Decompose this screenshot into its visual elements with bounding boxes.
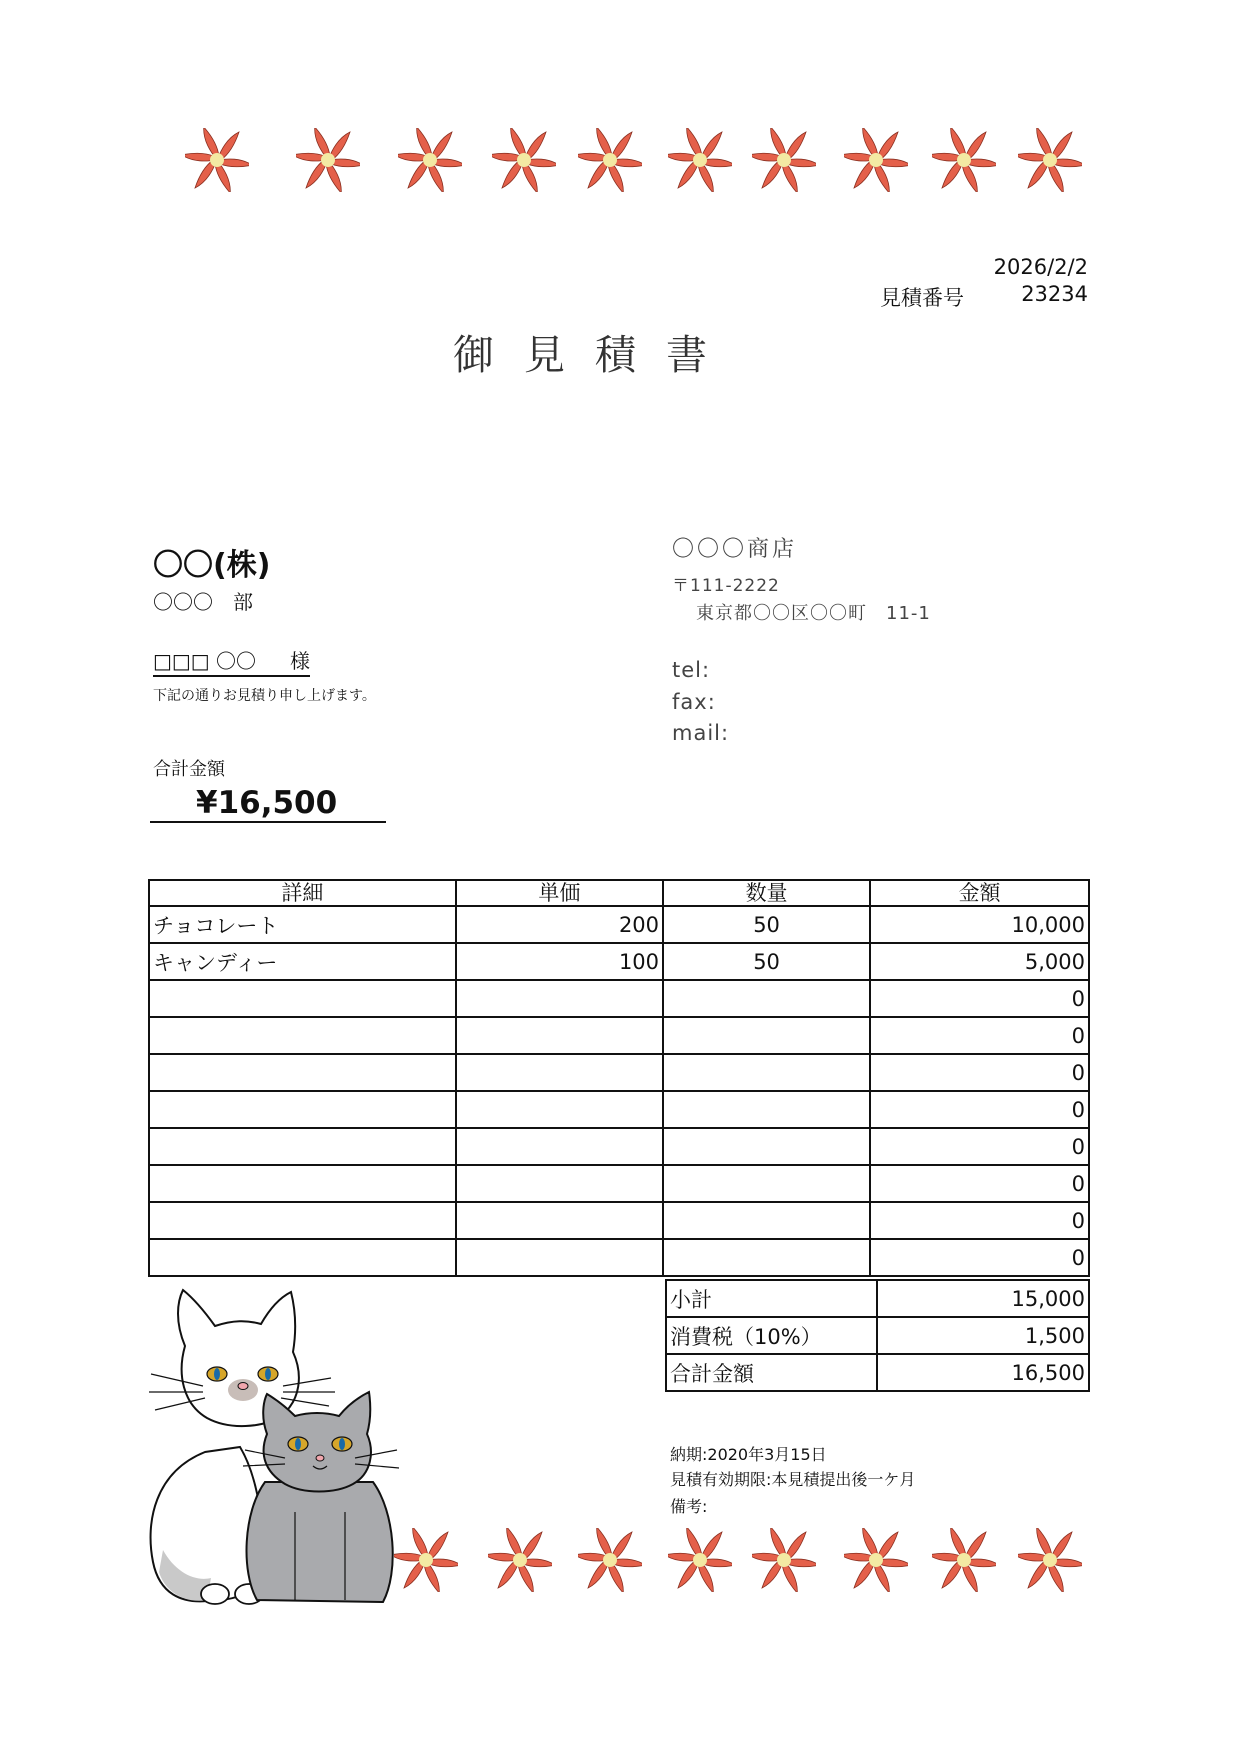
column-header-quantity: 数量 (663, 880, 870, 906)
cell-amount: 0 (870, 1017, 1089, 1054)
flower-icon (492, 128, 556, 192)
tax-label: 消費税（10%） (666, 1317, 877, 1354)
cell-unit-price (456, 980, 663, 1017)
tax-value: 1,500 (877, 1317, 1089, 1354)
client-honorific: 様 (290, 649, 311, 673)
cell-unit-price (456, 1054, 663, 1091)
table-row (149, 943, 1089, 980)
quote-number-label: 見積番号 (880, 286, 964, 310)
total-label: 合計金額 (153, 759, 225, 780)
flower-icon (932, 1528, 996, 1592)
cell-amount: 0 (870, 1091, 1089, 1128)
summary-row-tax (666, 1317, 1089, 1354)
shop-postal-code: 〒111-2222 (672, 576, 780, 596)
cell-unit-price (456, 1128, 663, 1165)
shop-address: 東京都〇〇区〇〇町 11-1 (696, 603, 931, 624)
cell-detail: チョコレート (149, 906, 456, 943)
client-company: 〇〇(株) (153, 548, 271, 583)
table-row (149, 1239, 1089, 1276)
column-header-unit-price: 単価 (456, 880, 663, 906)
cell-detail (149, 1054, 456, 1091)
flower-icon (668, 128, 732, 192)
cell-detail (149, 1091, 456, 1128)
flower-icon (844, 128, 908, 192)
cell-detail: キャンディー (149, 943, 456, 980)
cell-amount: 0 (870, 1239, 1089, 1276)
cell-quantity (663, 1054, 870, 1091)
table-row (149, 906, 1089, 943)
subtotal-value: 15,000 (877, 1280, 1089, 1317)
client-person-name: □□□ 〇〇 (153, 649, 257, 673)
cell-amount: 0 (870, 1054, 1089, 1091)
column-header-amount: 金額 (870, 880, 1089, 906)
cell-detail (149, 1239, 456, 1276)
flower-icon (932, 128, 996, 192)
shop-fax: fax: (672, 690, 716, 714)
flower-icon (488, 1528, 552, 1592)
cell-unit-price: 100 (456, 943, 663, 980)
table-row (149, 1054, 1089, 1091)
document-title: 御見積書 (453, 331, 737, 379)
client-department: 〇〇〇 部 (153, 590, 253, 614)
cell-quantity (663, 1091, 870, 1128)
table-row (149, 1091, 1089, 1128)
flower-icon (668, 1528, 732, 1592)
flower-icon (578, 128, 642, 192)
table-row (149, 1202, 1089, 1239)
cell-quantity (663, 1017, 870, 1054)
cell-unit-price (456, 1202, 663, 1239)
flower-icon (296, 128, 360, 192)
flower-icon (752, 1528, 816, 1592)
cell-amount: 0 (870, 1128, 1089, 1165)
summary-table (665, 1279, 1090, 1392)
cell-amount: 5,000 (870, 943, 1089, 980)
table-row (149, 1128, 1089, 1165)
cell-unit-price (456, 1239, 663, 1276)
cell-detail (149, 980, 456, 1017)
cell-detail (149, 1165, 456, 1202)
gray-cat (243, 1392, 399, 1602)
quote-validity: 見積有効期限:本見積提出後一ケ月 (670, 1470, 916, 1489)
cell-quantity (663, 1165, 870, 1202)
intro-text: 下記の通りお見積り申し上げます。 (153, 688, 376, 704)
quote-number: 23234 (1021, 282, 1088, 306)
flower-icon (398, 128, 462, 192)
summary-row-subtotal (666, 1280, 1089, 1317)
flower-icon (844, 1528, 908, 1592)
cell-unit-price (456, 1165, 663, 1202)
flower-icon (1018, 128, 1082, 192)
total-amount: ¥16,500 (150, 785, 386, 823)
summary-row-total (666, 1354, 1089, 1391)
cats-illustration-icon (145, 1282, 435, 1622)
cell-quantity (663, 1128, 870, 1165)
cell-detail (149, 1202, 456, 1239)
cell-unit-price (456, 1017, 663, 1054)
cell-amount: 0 (870, 1165, 1089, 1202)
cell-detail (149, 1017, 456, 1054)
cell-detail (149, 1128, 456, 1165)
grand-total-value: 16,500 (877, 1354, 1089, 1391)
issue-date: 2026/2/2 (993, 255, 1088, 279)
flower-icon (185, 128, 249, 192)
cell-unit-price (456, 1091, 663, 1128)
table-row (149, 1165, 1089, 1202)
shop-name: 〇〇〇商店 (672, 537, 798, 562)
table-row (149, 980, 1089, 1017)
cell-amount: 0 (870, 1202, 1089, 1239)
flower-icon (578, 1528, 642, 1592)
column-header-detail: 詳細 (149, 880, 456, 906)
cell-quantity: 50 (663, 906, 870, 943)
cell-quantity (663, 1202, 870, 1239)
cell-amount: 10,000 (870, 906, 1089, 943)
table-row (149, 1017, 1089, 1054)
subtotal-label: 小計 (666, 1280, 877, 1317)
flower-icon (1018, 1528, 1082, 1592)
grand-total-label: 合計金額 (666, 1354, 877, 1391)
shop-mail: mail: (672, 721, 730, 745)
delivery-date: 納期:2020年3月15日 (670, 1445, 827, 1464)
remarks: 備考: (670, 1497, 708, 1516)
flower-icon (752, 128, 816, 192)
table-header-row (149, 880, 1089, 906)
cell-quantity (663, 980, 870, 1017)
cell-quantity (663, 1239, 870, 1276)
client-person (153, 645, 310, 677)
cell-quantity: 50 (663, 943, 870, 980)
shop-tel: tel: (672, 658, 711, 682)
cell-amount: 0 (870, 980, 1089, 1017)
cell-unit-price: 200 (456, 906, 663, 943)
items-table (148, 879, 1090, 1277)
